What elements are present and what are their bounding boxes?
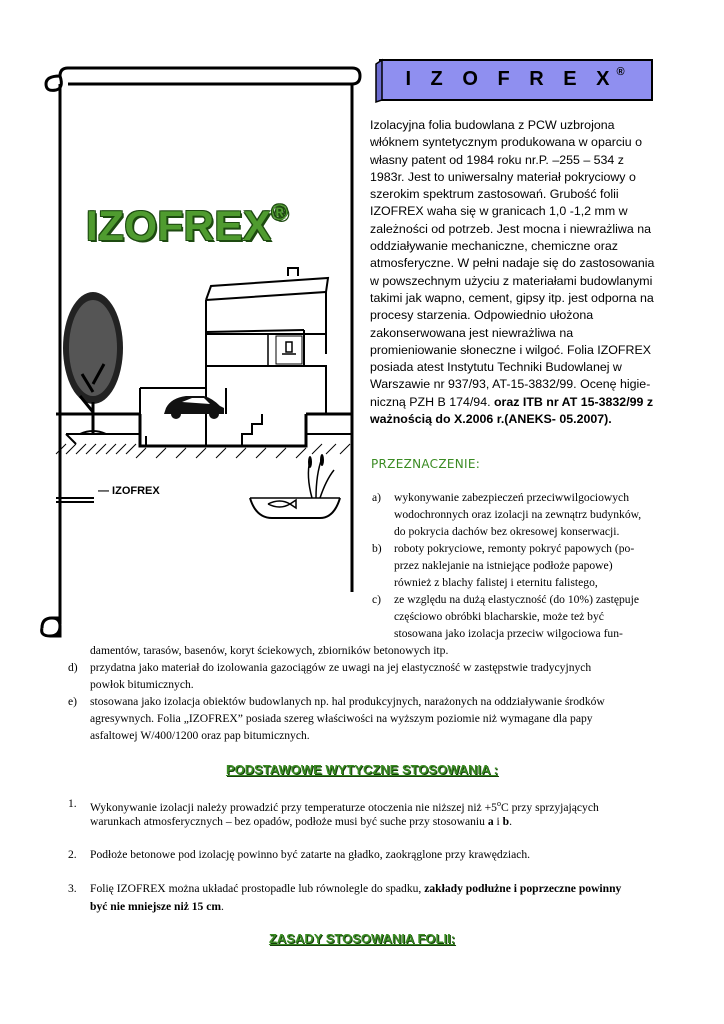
intro-line: zakonserwowana jest niewrażliwa na bbox=[370, 325, 574, 340]
intro-line: 1983r. Jest to uniwersalny materiał pokryciowy o bbox=[370, 169, 636, 184]
intro-line: w powszechnym użyciu z materiałami budowlanymi bbox=[370, 273, 653, 288]
guideline-text: C przy sprzyjających bbox=[500, 800, 599, 814]
intro-line: takimi jak wapno, cement, gipsy itp. jest odporna na bbox=[370, 290, 654, 305]
intro-bold-tail: oraz ITB nr AT 15-3832/99 z bbox=[493, 394, 654, 409]
guideline-item-3-line-2 bbox=[90, 898, 710, 915]
intro-line: własny patent od 1984 roku nr.P. –255 – 534 z bbox=[370, 152, 624, 167]
usage-marker: e) bbox=[68, 695, 78, 708]
guideline-bold: być nie mniejsze niż 15 cm bbox=[90, 900, 222, 913]
intro-line: szerokim spektrum zastosowań. Grubość folii bbox=[370, 187, 619, 202]
intro-line: atmosferyczne. W pełni nadaje się do zastosowania bbox=[370, 256, 655, 271]
guideline-text: Folię IZOFREX można układać prostopadle lub równolegle do spadku, bbox=[90, 882, 425, 895]
guidelines-heading: PODSTAWOWE WYTYCZNE STOSOWANIA : bbox=[225, 762, 499, 777]
intro-text: niczną PZH B 174/94. bbox=[370, 394, 491, 409]
usage-line: stosowana jako izolacja obiektów budowlanych np. hal produkcyjnych, narażonych na oddziaływanie środków bbox=[90, 695, 605, 708]
guideline-number: 1. bbox=[68, 797, 77, 810]
intro-line: promieniowanie słoneczne i wilgoć. Folia IZOFREX bbox=[370, 342, 651, 357]
intro-line: zależności od potrzeb. Jest mocna i niewrażliwa na bbox=[370, 221, 651, 236]
title-label: I Z O F R E X bbox=[405, 68, 617, 90]
usage-line: wykonywanie zabezpieczeń przeciwwilgociowych bbox=[394, 491, 629, 504]
guideline-number: 3. bbox=[68, 882, 77, 895]
guideline-bold: zakłady podłużne i poprzeczne powinny bbox=[424, 882, 622, 895]
intro-line: włóknem syntetycznym produkowana w oparciu o bbox=[370, 135, 643, 150]
rules-heading: ZASADY STOSOWANIA FOLII: bbox=[268, 931, 456, 946]
usage-line: wodochronnych oraz izolacji na zewnątrz budynków, bbox=[394, 508, 642, 521]
intro-line: oddziaływanie mechaniczne, chemiczne oraz bbox=[370, 239, 618, 254]
guideline-item-3 bbox=[90, 880, 710, 897]
intro-line: Warszawie nr 937/93, AT-15-3832/99. Ocenę higie- bbox=[370, 377, 651, 392]
guideline-bold: b bbox=[502, 815, 510, 828]
usage-line: do pokrycia dachów bez okresowej konserwacji. bbox=[394, 525, 620, 538]
degree-mark: o bbox=[496, 799, 501, 808]
brand-reg-mark: ® bbox=[271, 200, 289, 225]
title-reg-mark: ® bbox=[616, 66, 625, 78]
usage-marker: b) bbox=[372, 542, 382, 555]
intro-bold-line: ważnością do X.2006 r.(ANEKS- 05.2007). bbox=[370, 412, 612, 427]
brand-name: IZOFREX bbox=[86, 202, 272, 249]
usage-marker: d) bbox=[68, 661, 78, 674]
usage-line: agresywnych. Folia „IZOFREX” posiada szereg właściwości na wyższym poziomie niż wymagane dla papy bbox=[90, 712, 593, 725]
guideline-item-1-line-2 bbox=[90, 813, 710, 830]
usage-line: stosowana jako izolacja przeciw wilgociowa fun- bbox=[394, 627, 623, 640]
usage-line: częściowo obróbki blacharskie, może też być bbox=[394, 610, 604, 623]
guideline-text: . bbox=[221, 900, 224, 913]
usage-line: powłok bitumicznych. bbox=[90, 678, 194, 691]
usage-line: ze względu na dużą elastyczność (do 10%) zastępuje bbox=[394, 593, 639, 606]
usage-line: również z blachy falistej i eternitu falistego, bbox=[394, 576, 598, 589]
guideline-item-2: Podłoże betonowe pod izolację powinno być zatarte na gładko, zaokrąglone przy krawędziach. bbox=[90, 848, 531, 861]
guideline-text: Wykonywanie izolacji należy prowadzić przy temperaturze otoczenia nie niższej niż +5 bbox=[90, 800, 497, 814]
usage-line: przez naklejanie na istniejące podłoże papowe) bbox=[394, 559, 613, 572]
guideline-number: 2. bbox=[68, 848, 77, 861]
guideline-text: warunkach atmosferycznych – bez opadów, podłoże musi być suche przy stosowaniu bbox=[90, 815, 488, 828]
purpose-heading: PRZEZNACZENIE: bbox=[371, 457, 481, 471]
usage-line: przydatna jako materiał do izolowania gazociągów ze uwagi na jej elastyczność w zastępstwie tradycyjnych bbox=[90, 661, 592, 674]
legend-label: — IZOFREX bbox=[98, 485, 160, 497]
usage-line: roboty pokryciowe, remonty pokryć papowych (po- bbox=[394, 542, 635, 555]
usage-line: asfaltowej W/400/1200 oraz pap bitumicznych. bbox=[90, 729, 310, 742]
guideline-text: . bbox=[509, 815, 513, 828]
guideline-bold: a bbox=[487, 815, 494, 828]
intro-line: IZOFREX waha się w granicach 1,0 -1,2 mm w bbox=[370, 204, 628, 219]
guideline-text: i bbox=[493, 815, 503, 828]
intro-line: posiada atest Instytutu Techniki Budowlanej w bbox=[370, 360, 622, 375]
usage-marker: a) bbox=[372, 491, 382, 504]
intro-line: procesy starzenia. Odpowiednio ułożona bbox=[370, 308, 594, 323]
intro-line: Izolacyjna folia budowlana z PCW uzbrojona bbox=[370, 118, 615, 132]
usage-marker: c) bbox=[372, 593, 382, 606]
usage-line: damentów, tarasów, basenów, koryt ściekowych, zbiorników betonowych itp. bbox=[90, 644, 449, 657]
